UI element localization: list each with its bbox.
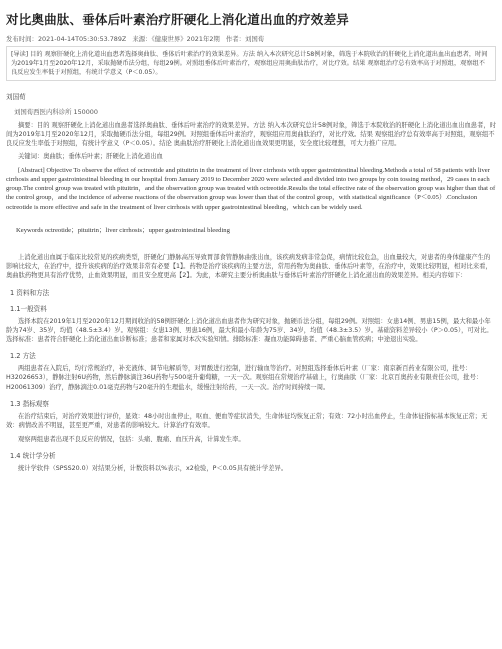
- keywords-en: Keywords octreotide；pituitrin；liver cirrhosis；upper gastrointestinal bleeding: [16, 226, 230, 234]
- section-heading-1-1: 1.1一般资料: [10, 304, 47, 313]
- affiliation: 刘国荀西医内科诊所 150000: [14, 108, 98, 116]
- paragraph-1-3: 在治疗结束后，对治疗效果进行评价，显效：48小时出血停止，呕血、便血等症状消失，生命体征均恢复正常；有效：72小时出血停止，生命体征指标基本恢复正常；无效：病情改善不明显，甚至更严重，对患者的影响较大。计算治疗有效率。: [6, 412, 488, 430]
- paragraph-1-2: 两组患者在入院后，均行常规治疗，补充液体、调节电解质等，对胃酸进行控制，进行输血等治疗。对照组选择垂体后叶素（厂家：南京新百药业有限公司，批号：H32026653），静脉注射6U药物，然后静脉滴注36U药物与500毫升葡萄糖，一天一次。观察组在常规治疗基础上，行奥曲肽（厂家：北京百奥药业有限责任公司，批号：H20061309）治疗，静脉滴注0.01毫克药物与20毫升的生理盐水，缓慢注射给药，一天一次。治疗时间持续一周。: [6, 365, 483, 391]
- paragraph-1-1: 选择本院在2019年1月至2020年12月期间收治的58例肝硬化上消化道出血患者作为研究对象，抛硬币法分组，每组29例。对照组：女患14例、男患15例，最大和最小年龄为74岁、35岁，均值（48.5±3.4）岁。观察组：女患13例、男患16例，最大和最小年龄为75岁、34岁，均值（48.3±3.5）岁。基础资料差异较小（P＞0.05），可对比。选择标准：患者符合肝硬化上消化道出血诊断标准；患者和家属对本次实验知情。排除标准：凝血功能障碍患者、严重心脑血管疾病；中途退出实验。: [6, 317, 493, 344]
- author-name: 刘国荀: [6, 93, 26, 101]
- author-meta: 作者：刘国荀: [225, 35, 265, 43]
- article-title: 对比奥曲肽、垂体后叶素治疗肝硬化上消化道出血的疗效差异: [6, 12, 349, 27]
- section-heading-1: 1 资料和方法: [10, 288, 50, 297]
- paragraph-1-3b: 观察两组患者出现不良反应的情况，包括：头痛、腹痛、血压升高，计算发生率。: [18, 436, 245, 444]
- abstract-en: [Abstract] Objective To observe the effect of octreotide and pituitrin in the treatment of liver cirrhosis with upper gastrointestinal bleeding.Methods a total of 58 patients with liver cirrhosis and upper gastrointestinal bleeding in our hospital from January 2019 to December 2020 were selected and divided into two groups by coin tossing method，29 cases in each group.The control group was treated with pituitrin，and the observation group was treated with octreotide.Results the total effective rate of the observation group was higher than that of the control group，and the incidence of adverse reactions of the observation group was lower than that of the control group，with statistical significance（P＜0.05）.Conclusion octreotide is more effective and safe in the treatment of liver cirrhosis with upper gastrointestinal bleeding，which can be widely used.: [6, 166, 496, 211]
- keywords-cn: 关键词：奥曲肽；垂体后叶素；肝硬化上消化道出血: [18, 152, 163, 160]
- abstract-box: [导读] 目的 观察肝硬化上消化道出血患者选择奥曲肽、垂体后叶素治疗的效果差异。方法 纳入本次研究总计58例对象，筛选于本院收治的肝硬化上消化道出血出血患者，时间为2019年1月至2020年12月，采取抛硬币法分组，每组29例。对照组垂体后叶素治疗，观察组应用奥曲肽治疗，对比疗效。结果 观察组治疗总有效率高于对照组，观察组不良反应发生率低于对照组，有统计学意义（P＜0.05）。: [6, 46, 496, 81]
- section-heading-1-2: 1.2 方法: [10, 352, 36, 361]
- publish-time: 发布时间：2021-04-14T05:30:53.789Z: [6, 35, 127, 43]
- section-heading-1-4: 1.4 统计学分析: [10, 452, 56, 461]
- source: 来源：《健康世界》2021年2期: [132, 35, 220, 43]
- intro-paragraph: 上消化道出血属于临床比较常见的疾病类型，肝硬化门静脉高压导致胃部食管静脉曲张出血，该疾病发病非常急促，病情比较危急，出血量较大，对患者的身体健康产生的影响比较大，在治疗中，提升该疾病的治疗效果非常有必要【1】。药物是治疗该疾病的主要方法，常用药物为奥曲肽、垂体后叶素等，在治疗中，效果比较明显，相对比来看，奥曲肽药物更具有治疗优势，止血效果明显，而且安全度更高【2】。为此，本研究主要分析奥曲肽与垂体后叶素治疗肝硬化上消化道出血的效果差异。相关内容如下：: [6, 254, 492, 280]
- section-heading-1-3: 1.3 指标观察: [10, 399, 49, 408]
- abstract-cn: 摘要：目的 观察肝硬化上消化道出血患者选择奥曲肽、垂体后叶素治疗的效果差异。方法 纳入本次研究总计58例对象，筛选于本院收治的肝硬化上消化道出血出血患者，时间为2019年1月至2020年12月，采取抛硬币法分组，每组29例。对照组垂体后叶素治疗，观察组应用奥曲肽治疗，对比疗效。结果 观察组治疗总有效率高于对照组，观察组不良反应发生率低于对照组，有统计学意义（P＜0.05）。结论 奥曲肽治疗肝硬化上消化道出血效果更明显，安全度比较理想，可大力推广应用。: [6, 122, 496, 148]
- paragraph-1-4: 统计学软件（SPSS20.0）对结果分析，计数资料以%表示，x2检验，P＜0.05具有统计学差异。: [18, 465, 288, 473]
- article-meta: [6, 34, 496, 43]
